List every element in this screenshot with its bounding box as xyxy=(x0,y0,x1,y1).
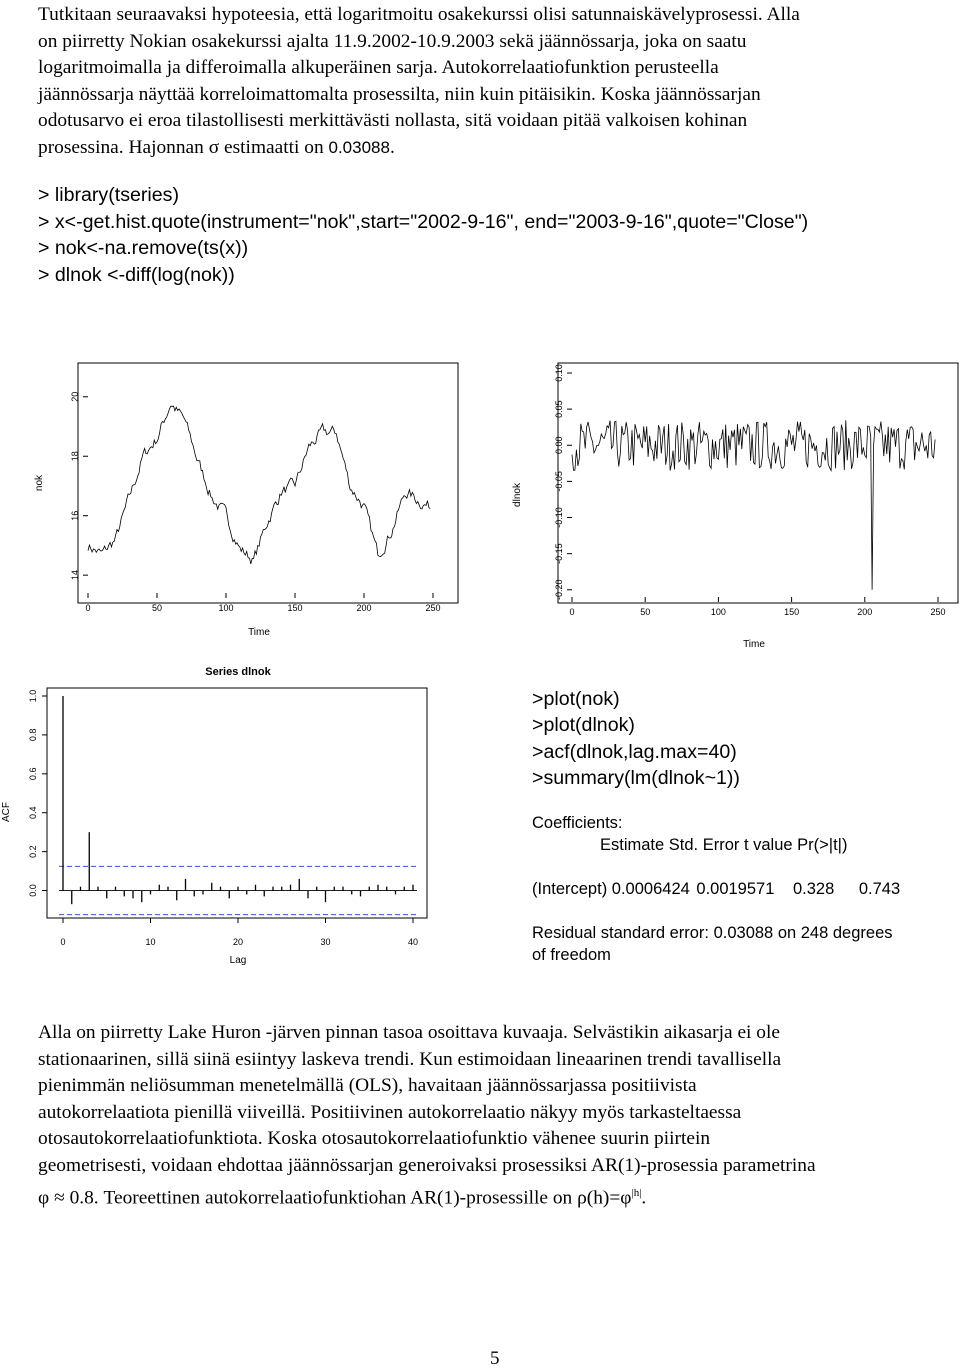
y-tick-label: -0.10 xyxy=(554,507,564,528)
intro-line-last: prosessina. Hajonnan σ estimaatti on 0.03088. xyxy=(38,136,395,158)
sigma-estimate: 0.03088 xyxy=(328,137,390,157)
x-tick-label: 150 xyxy=(287,603,303,613)
y-tick-label: 0.8 xyxy=(28,728,38,742)
dlnok-series-line xyxy=(572,420,935,590)
r-command-line: >plot(dlnok) xyxy=(532,714,635,737)
paragraph-line: pienimmän neliösumman menetelmällä (OLS), havaitaan jäännössarjassa positiivista xyxy=(38,1075,697,1097)
x-tick-label: 40 xyxy=(407,937,419,947)
acf-plot xyxy=(0,660,440,970)
y-tick-label: 0.2 xyxy=(28,845,38,858)
acf-title: Series dlnok xyxy=(205,666,271,678)
x-axis-label: Lag xyxy=(229,955,247,966)
x-tick-label: 100 xyxy=(710,607,726,617)
x-axis-label: Time xyxy=(743,639,765,650)
y-axis-label: dlnok xyxy=(512,483,523,507)
page-number: 5 xyxy=(490,1348,500,1369)
y-tick-label: 0.4 xyxy=(28,806,38,819)
nok-series-line xyxy=(88,406,430,564)
coefficients-heading: Coefficients: xyxy=(532,814,623,832)
r-commands xyxy=(532,686,740,792)
intercept-row xyxy=(532,880,900,899)
paragraph-line: geometrisesti, voidaan ehdottaa jäännössarjan generoivaksi prosessiksi AR(1)-prosessia parametrina xyxy=(38,1154,816,1176)
nok-time-series-plot xyxy=(20,355,460,645)
code-line: > dlnok <-diff(log(nok)) xyxy=(38,263,235,286)
plot-frame xyxy=(47,688,427,918)
r-code-block xyxy=(38,182,808,288)
x-tick-label: 0 xyxy=(85,603,91,613)
code-line: > x<-get.hist.quote(instrument="nok",start="2002-9-16", end="2003-9-16",quote="Close") xyxy=(38,210,809,233)
acf-bars xyxy=(63,696,413,904)
y-tick-label: 20 xyxy=(70,391,80,402)
lake-huron-paragraph xyxy=(38,1020,958,1212)
estimate-value: 0.0006424 xyxy=(611,880,690,898)
paragraph-line: stationaarinen, sillä siinä esiintyy laskeva trendi. Kun estimoidaan lineaarinen trendi tavallisella xyxy=(38,1048,782,1070)
plot-frame xyxy=(558,363,958,603)
intro-line: odotusarvo ei eroa tilastollisesti merkittävästi nollasta, sitä voidaan pitää valkoisen kohinan xyxy=(38,110,748,132)
rho-formula: ρ(h)=φ xyxy=(577,1187,632,1209)
series-path xyxy=(572,420,935,590)
phi-symbol: φ xyxy=(38,1187,50,1209)
sigma-symbol: σ xyxy=(208,136,220,158)
y-tick-label: 16 xyxy=(70,510,80,521)
x-tick-label: 100 xyxy=(218,603,234,613)
x-tick-label: 30 xyxy=(320,937,331,947)
x-tick-label: 10 xyxy=(145,937,156,947)
y-tick-label: 0.0 xyxy=(28,884,38,897)
paragraph-line: otosautokorrelaatiofunktiota. Koska otosautokorrelaatiofunktio vähenee suurin piirtein xyxy=(38,1128,711,1150)
code-line: > nok<-na.remove(ts(x)) xyxy=(38,237,249,259)
y-tick-label: 0.00 xyxy=(554,436,564,455)
y-tick-label: 18 xyxy=(70,451,80,462)
p-value: 0.743 xyxy=(858,880,901,898)
approx-symbol: ≈ xyxy=(54,1187,65,1209)
coefficients-columns: Estimate Std. Error t value Pr(>|t|) xyxy=(600,836,848,854)
y-tick-label: 1.0 xyxy=(28,689,38,703)
y-axis-label: ACF xyxy=(1,802,12,822)
x-tick-label: 0 xyxy=(60,937,66,947)
residual-line: Residual standard error: 0.03088 on 248 degrees xyxy=(532,924,893,942)
y-tick-label: -0.15 xyxy=(554,543,564,564)
x-tick-label: 250 xyxy=(425,603,441,613)
std-error-value: 0.0019571 xyxy=(696,880,775,898)
r-command-line: >summary(lm(dlnok~1)) xyxy=(532,767,740,790)
x-axis xyxy=(569,597,945,617)
y-axis xyxy=(70,392,88,580)
series-path xyxy=(88,406,430,564)
x-tick-label: 20 xyxy=(232,937,244,947)
intro-paragraph xyxy=(38,2,958,162)
x-tick-label: 50 xyxy=(151,603,163,613)
intro-line: logaritmoimalla ja differoimalla alkuperäinen sarja. Autokorrelaatiofunktion perusteella xyxy=(38,57,719,79)
t-value: 0.328 xyxy=(792,880,835,898)
y-tick-label: -0.20 xyxy=(554,579,564,601)
x-tick-label: 0 xyxy=(569,607,575,617)
dlnok-time-series-plot xyxy=(500,355,960,655)
x-tick-label: 150 xyxy=(784,607,800,617)
x-axis-label: Time xyxy=(248,627,270,638)
x-tick-label: 200 xyxy=(857,607,873,617)
plot-frame xyxy=(78,363,458,603)
y-tick-label: 0.6 xyxy=(28,767,38,781)
residual-line: of freedom xyxy=(532,946,611,964)
paragraph-line: autokorrelaatiota pienillä viiveillä. Positiivinen autokorrelaatio näkyy myös tarkasteltaessa xyxy=(38,1101,742,1123)
intro-line: on piirretty Nokian osakekurssi ajalta 11.9.2002-10.9.2003 sekä jäännössarja, joka on saatu xyxy=(38,30,747,52)
y-tick-label: 14 xyxy=(70,570,80,581)
x-tick-label: 250 xyxy=(930,607,946,617)
x-axis xyxy=(60,918,418,947)
x-tick-label: 50 xyxy=(640,607,651,617)
intro-line: jäännössarja näyttää korreloimattomalta prosessilta, niin kuin pitäisikin. Koska jäännössarjan xyxy=(38,83,761,105)
r-command-line: >acf(dlnok,lag.max=40) xyxy=(532,740,737,763)
paragraph-line: Alla on piirretty Lake Huron -järven pinnan tasoa osoittava kuvaaja. Selvästikin aikasarja ei ole xyxy=(38,1022,780,1043)
y-tick-label: -0.05 xyxy=(554,471,564,492)
paragraph-line-last: φ ≈ 0.8. Teoreettinen autokorrelaatiofunktiohan AR(1)-prosessille on $\rho(h)=\varphi^{|h|}$. xyxy=(38,1186,647,1209)
y-tick-label: 0.10 xyxy=(554,364,564,382)
y-axis xyxy=(554,364,572,600)
intro-line: Tutkitaan seuraavaksi hypoteesia, että logaritmoitu osakekurssi olisi satunnaiskävelyprosessi. Alla xyxy=(38,4,800,25)
y-axis-label: nok xyxy=(34,474,45,492)
r-command-line: >plot(nok) xyxy=(532,688,620,710)
y-tick-label: 0.05 xyxy=(554,400,564,418)
code-line: > library(tseries) xyxy=(38,184,179,206)
row-label: (Intercept) xyxy=(532,880,608,898)
x-tick-label: 200 xyxy=(356,603,372,613)
y-axis xyxy=(28,690,47,897)
formula-exponent: |h| xyxy=(631,1186,642,1199)
